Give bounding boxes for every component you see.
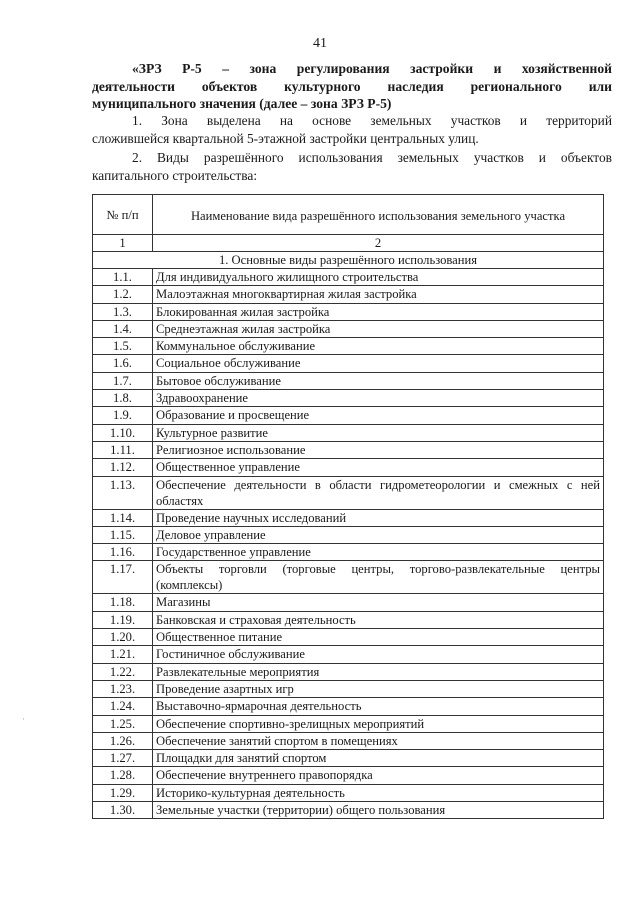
section-heading: [92, 60, 612, 113]
table-row: [93, 286, 604, 303]
table-row: [93, 646, 604, 663]
table-row: [93, 698, 604, 715]
row-number: 1.13.: [93, 476, 153, 509]
row-number: 1.6.: [93, 355, 153, 372]
row-name: Объекты торговли (торговые центры, торгово-развлекательные центры (комплексы): [153, 561, 604, 594]
row-number: 1.4.: [93, 320, 153, 337]
row-number: 1.26.: [93, 732, 153, 749]
row-name: Земельные участки (территории) общего пользования: [153, 802, 604, 819]
table-row: [93, 355, 604, 372]
row-number: 1.1.: [93, 269, 153, 286]
header-number: № п/п: [93, 195, 153, 235]
table-row: [93, 680, 604, 697]
row-number: 1.20.: [93, 629, 153, 646]
row-number: 1.15.: [93, 526, 153, 543]
row-name: Культурное развитие: [153, 424, 604, 441]
land-use-table: [92, 194, 604, 819]
row-name: Бытовое обслуживание: [153, 372, 604, 389]
row-name: Коммунальное обслуживание: [153, 338, 604, 355]
table-row: [93, 561, 604, 594]
row-name: Для индивидуального жилищного строительства: [153, 269, 604, 286]
column-index-2: 2: [153, 235, 604, 252]
row-name: Гостиничное обслуживание: [153, 646, 604, 663]
table-row: [93, 372, 604, 389]
row-name: Образование и просвещение: [153, 407, 604, 424]
row-name: Среднеэтажная жилая застройка: [153, 320, 604, 337]
table-row: [93, 338, 604, 355]
row-name: Блокированная жилая застройка: [153, 303, 604, 320]
row-name: Малоэтажная многоквартирная жилая застройка: [153, 286, 604, 303]
paragraph-2: [92, 149, 612, 184]
table-row: [93, 407, 604, 424]
row-number: 1.17.: [93, 561, 153, 594]
row-number: 1.28.: [93, 767, 153, 784]
row-name: Выставочно-ярмарочная деятельность: [153, 698, 604, 715]
column-index-row: [93, 235, 604, 252]
column-index-1: 1: [93, 235, 153, 252]
row-number: 1.10.: [93, 424, 153, 441]
section-row: [93, 252, 604, 269]
table-row: [93, 594, 604, 611]
table-row: [93, 611, 604, 628]
row-number: 1.8.: [93, 390, 153, 407]
heading-line-3: муниципального значения (далее – зона ЗРЗ Р-5): [92, 96, 392, 111]
row-name: Общественное управление: [153, 459, 604, 476]
row-name: Банковская и страховая деятельность: [153, 611, 604, 628]
paragraph-1-first-line: 1. Зона выделена на основе земельных участков и территорий: [132, 113, 612, 128]
table-row: [93, 715, 604, 732]
row-number: 1.23.: [93, 680, 153, 697]
table-row: [93, 767, 604, 784]
table-row: [93, 784, 604, 801]
row-number: 1.18.: [93, 594, 153, 611]
row-name: Развлекательные мероприятия: [153, 663, 604, 680]
row-number: 1.9.: [93, 407, 153, 424]
table-row: [93, 424, 604, 441]
row-number: 1.27.: [93, 750, 153, 767]
row-number: 1.30.: [93, 802, 153, 819]
row-number: 1.7.: [93, 372, 153, 389]
row-name: Деловое управление: [153, 526, 604, 543]
row-number: 1.16.: [93, 544, 153, 561]
row-number: 1.24.: [93, 698, 153, 715]
row-number: 1.22.: [93, 663, 153, 680]
table-row: [93, 629, 604, 646]
row-number: 1.29.: [93, 784, 153, 801]
row-name: Здравоохранение: [153, 390, 604, 407]
row-name: Историко-культурная деятельность: [153, 784, 604, 801]
table-row: [93, 509, 604, 526]
row-name: Проведение научных исследований: [153, 509, 604, 526]
row-number: 1.11.: [93, 441, 153, 458]
row-name: Магазины: [153, 594, 604, 611]
row-name: Проведение азартных игр: [153, 680, 604, 697]
header-name: Наименование вида разрешённого использования земельного участка: [153, 195, 604, 235]
table-row: [93, 544, 604, 561]
table-row: [93, 802, 604, 819]
section-title: 1. Основные виды разрешённого использования: [93, 252, 604, 269]
row-number: 1.12.: [93, 459, 153, 476]
table-row: [93, 732, 604, 749]
row-name: Обеспечение занятий спортом в помещениях: [153, 732, 604, 749]
row-name: Социальное обслуживание: [153, 355, 604, 372]
row-name: Государственное управление: [153, 544, 604, 561]
row-name: Обеспечение внутреннего правопорядка: [153, 767, 604, 784]
row-name: Религиозное использование: [153, 441, 604, 458]
paragraph-1-rest: сложившейся квартальной 5-этажной застройки центральных улиц.: [92, 130, 479, 146]
paragraph-2-rest: капитального строительства:: [92, 167, 258, 183]
row-number: 1.25.: [93, 715, 153, 732]
row-name: Общественное питание: [153, 629, 604, 646]
table-row: [93, 441, 604, 458]
page-number: 41: [313, 36, 327, 51]
table-row: [93, 320, 604, 337]
table-row: [93, 303, 604, 320]
table-row: [93, 476, 604, 509]
paragraph-2-first-line: 2. Виды разрешённого использования земельных участков и объектов: [132, 150, 612, 165]
scan-mark: ·: [22, 714, 25, 724]
row-number: 1.21.: [93, 646, 153, 663]
table-row: [93, 750, 604, 767]
table-row: [93, 459, 604, 476]
heading-line-1: «ЗРЗ Р-5 – зона регулирования застройки и хозяйственной: [132, 61, 612, 76]
table-row: [93, 663, 604, 680]
row-name: Площадки для занятий спортом: [153, 750, 604, 767]
row-number: 1.2.: [93, 286, 153, 303]
table-row: [93, 390, 604, 407]
table-row: [93, 269, 604, 286]
heading-line-2: деятельности объектов культурного наследия регионального или: [92, 78, 612, 94]
row-number: 1.5.: [93, 338, 153, 355]
table-header-row: [93, 195, 604, 235]
paragraph-1: [92, 112, 612, 147]
row-name: Обеспечение деятельности в области гидрометеорологии и смежных с ней областях: [153, 476, 604, 509]
row-number: 1.19.: [93, 611, 153, 628]
row-name: Обеспечение спортивно-зрелищных мероприятий: [153, 715, 604, 732]
row-number: 1.3.: [93, 303, 153, 320]
row-number: 1.14.: [93, 509, 153, 526]
table-row: [93, 526, 604, 543]
